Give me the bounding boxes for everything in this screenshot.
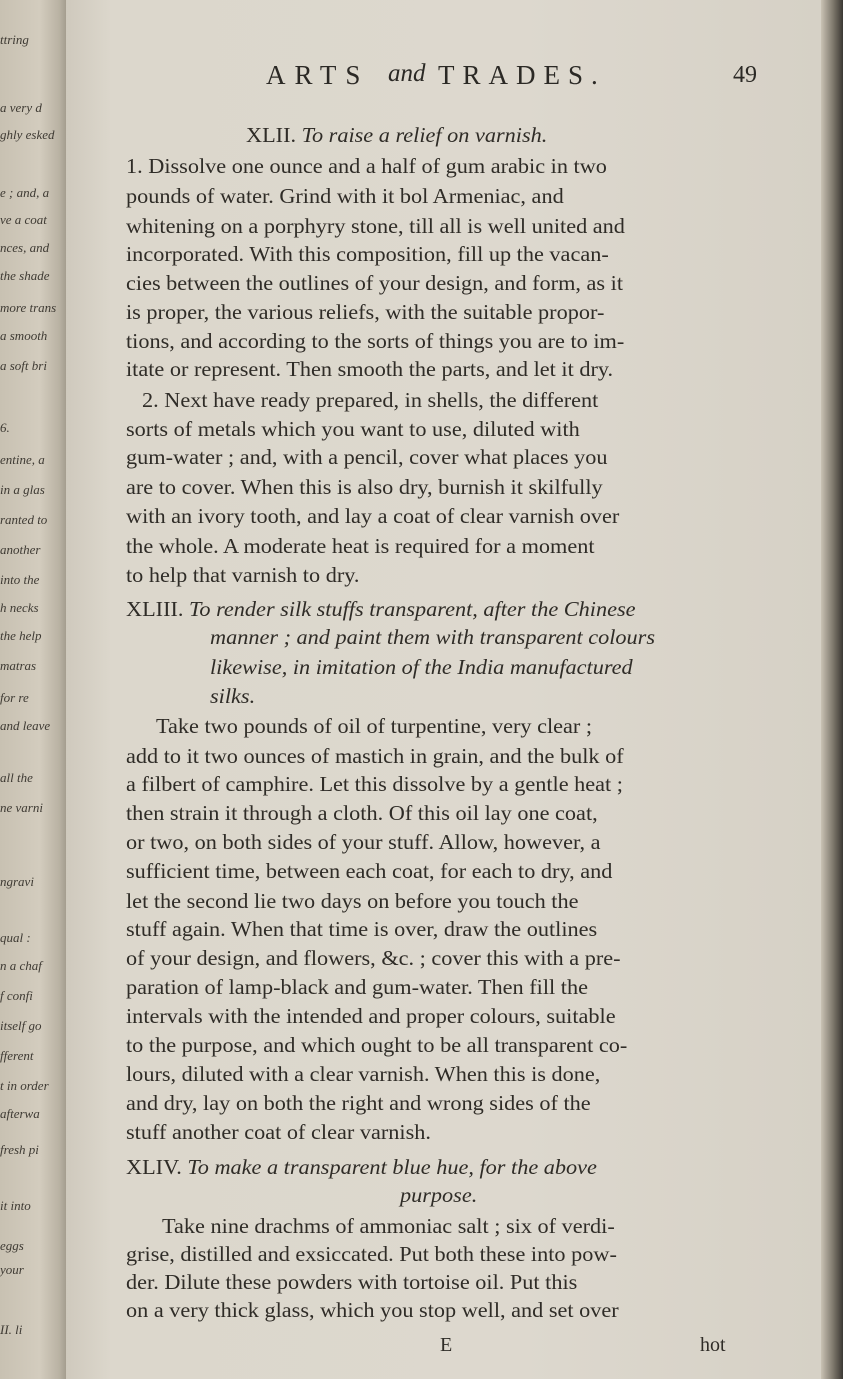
facing-page-fragment: into the (0, 572, 40, 587)
facing-page-fragment: in a glas (0, 482, 45, 497)
text-line: to help that varnish to dry. (126, 563, 360, 587)
facing-page-fragment: your (0, 1262, 24, 1277)
text-line: paration of lamp-black and gum-water. Then fill the (126, 975, 588, 999)
facing-page-fragment: fresh pi (0, 1142, 39, 1157)
section-title: To raise a relief on varnish. (301, 123, 548, 147)
facing-page-fragment: h necks (0, 600, 39, 615)
facing-page-fragment: nces, and (0, 240, 50, 255)
header-arts: ARTS (266, 60, 370, 90)
text-line: stuff another coat of clear varnish. (126, 1120, 431, 1144)
facing-page-fragment: II. li (0, 1322, 23, 1337)
text-line: cies between the outlines of your design, and form, as it (126, 271, 624, 295)
facing-page-fragment: a soft bri (0, 358, 47, 373)
text-line: with an ivory tooth, and lay a coat of clear varnish over (126, 504, 620, 528)
facing-page-fragment: 6. (0, 420, 10, 435)
facing-page-fragment: and leave (0, 718, 51, 733)
section-title: To make a transparent blue hue, for the above (187, 1155, 597, 1179)
text-line: likewise, in imitation of the India manufactured (210, 655, 633, 679)
text-line: manner ; and paint them with transparent colours (210, 625, 655, 649)
facing-page-fragment: ve a coat (0, 212, 47, 227)
facing-page-fragment: a smooth (0, 328, 48, 343)
facing-page-fragment: e ; and, a (0, 185, 50, 200)
facing-page-fragment: matras (0, 658, 37, 673)
facing-page-fragment: ghly esked (0, 127, 55, 142)
text-line: silks. (210, 684, 256, 708)
text-line: grise, distilled and exsiccated. Put both these into pow- (126, 1242, 617, 1266)
facing-page-fragment: eggs (0, 1238, 24, 1253)
facing-page-fragment: fferent (0, 1048, 34, 1063)
text-line: purpose. (400, 1183, 478, 1207)
facing-page-fragment: ttring (0, 32, 29, 47)
book-gutter (821, 0, 843, 1379)
section-title: To render silk stuffs transparent, after the Chinese (189, 597, 636, 621)
text-line: tions, and according to the sorts of things you are to im- (126, 329, 625, 353)
text-line: on a very thick glass, which you stop well, and set over (126, 1298, 619, 1322)
text-line: 1. Dissolve one ounce and a half of gum arabic in two (126, 154, 607, 178)
facing-page-fragment: the help (0, 628, 42, 643)
facing-page-fragment: t in order (0, 1078, 49, 1093)
facing-page-fragment: ngravi (0, 874, 34, 889)
book-page (66, 0, 821, 1379)
section-number: XLIV. (126, 1155, 188, 1179)
text-line: intervals with the intended and proper colours, suitable (126, 1004, 616, 1028)
text-line: to the purpose, and which ought to be all transparent co- (126, 1033, 628, 1057)
facing-page-fragment: f confi (0, 988, 33, 1003)
text-line: then strain it through a cloth. Of this oil lay one coat, (126, 801, 598, 825)
text-line: add to it two ounces of mastich in grain, and the bulk of (126, 744, 624, 768)
section-number: XLIII. (126, 597, 190, 621)
facing-page-fragment: the shade (0, 268, 50, 283)
text-line: and dry, lay on both the right and wrong sides of the (126, 1091, 591, 1115)
text-line: the whole. A moderate heat is required for a moment (126, 534, 595, 558)
facing-page-fragment: another (0, 542, 41, 557)
text-line: whitening on a porphyry stone, till all is well united and (126, 214, 625, 238)
text-line: sorts of metals which you want to use, diluted with (126, 417, 580, 441)
text-line: itate or represent. Then smooth the parts, and let it dry. (126, 357, 614, 381)
text-line: gum-water ; and, with a pencil, cover what places you (126, 445, 608, 469)
text-line: incorporated. With this composition, fill up the vacan- (126, 242, 609, 266)
text-line: Take nine drachms of ammoniac salt ; six of verdi- (162, 1214, 615, 1238)
text-line: is proper, the various reliefs, with the suitable propor- (126, 300, 605, 324)
running-header (266, 60, 786, 100)
facing-page-fragment: all the (0, 770, 33, 785)
facing-page-fragment: entine, a (0, 452, 45, 467)
text-line: 2. Next have ready prepared, in shells, the different (142, 388, 599, 412)
text-line: Take two pounds of oil of turpentine, very clear ; (156, 714, 593, 738)
section-number: XLII. (246, 123, 302, 147)
text-line: are to cover. When this is also dry, burnish it skilfully (126, 475, 603, 499)
facing-page-fragment: n a chaf (0, 958, 42, 973)
facing-page-fragment: more trans (0, 300, 57, 315)
page-number: 49 (733, 62, 757, 88)
facing-page-fragment: afterwa (0, 1106, 40, 1121)
facing-page-fragment: it into (0, 1198, 31, 1213)
catchword: hot (700, 1334, 726, 1356)
text-line: of your design, and flowers, &c. ; cover this with a pre- (126, 946, 621, 970)
facing-page-strip (0, 0, 66, 1379)
text-line (246, 122, 547, 148)
text-line: let the second lie two days on before you touch the (126, 889, 579, 913)
text-line (126, 1154, 597, 1180)
header-trades: TRADES. (438, 60, 606, 90)
text-line: sufficient time, between each coat, for each to dry, and (126, 859, 613, 883)
facing-page-fragment: itself go (0, 1018, 42, 1033)
text-line: pounds of water. Grind with it bol Armeniac, and (126, 184, 564, 208)
text-line: lours, diluted with a clear varnish. When this is done, (126, 1062, 601, 1086)
header-and: and (388, 60, 426, 87)
facing-page-fragment: for re (0, 690, 29, 705)
text-line: stuff again. When that time is over, draw the outlines (126, 917, 598, 941)
text-line: der. Dilute these powders with tortoise oil. Put this (126, 1270, 578, 1294)
text-line: or two, on both sides of your stuff. Allow, however, a (126, 830, 601, 854)
text-line: a filbert of camphire. Let this dissolve by a gentle heat ; (126, 772, 623, 796)
text-line (126, 596, 635, 622)
facing-page-fragment: ne varni (0, 800, 43, 815)
signature-mark: E (440, 1334, 453, 1356)
facing-page-fragment: qual : (0, 930, 31, 945)
facing-page-fragment: a very d (0, 100, 42, 115)
facing-page-fragment: ranted to (0, 512, 48, 527)
